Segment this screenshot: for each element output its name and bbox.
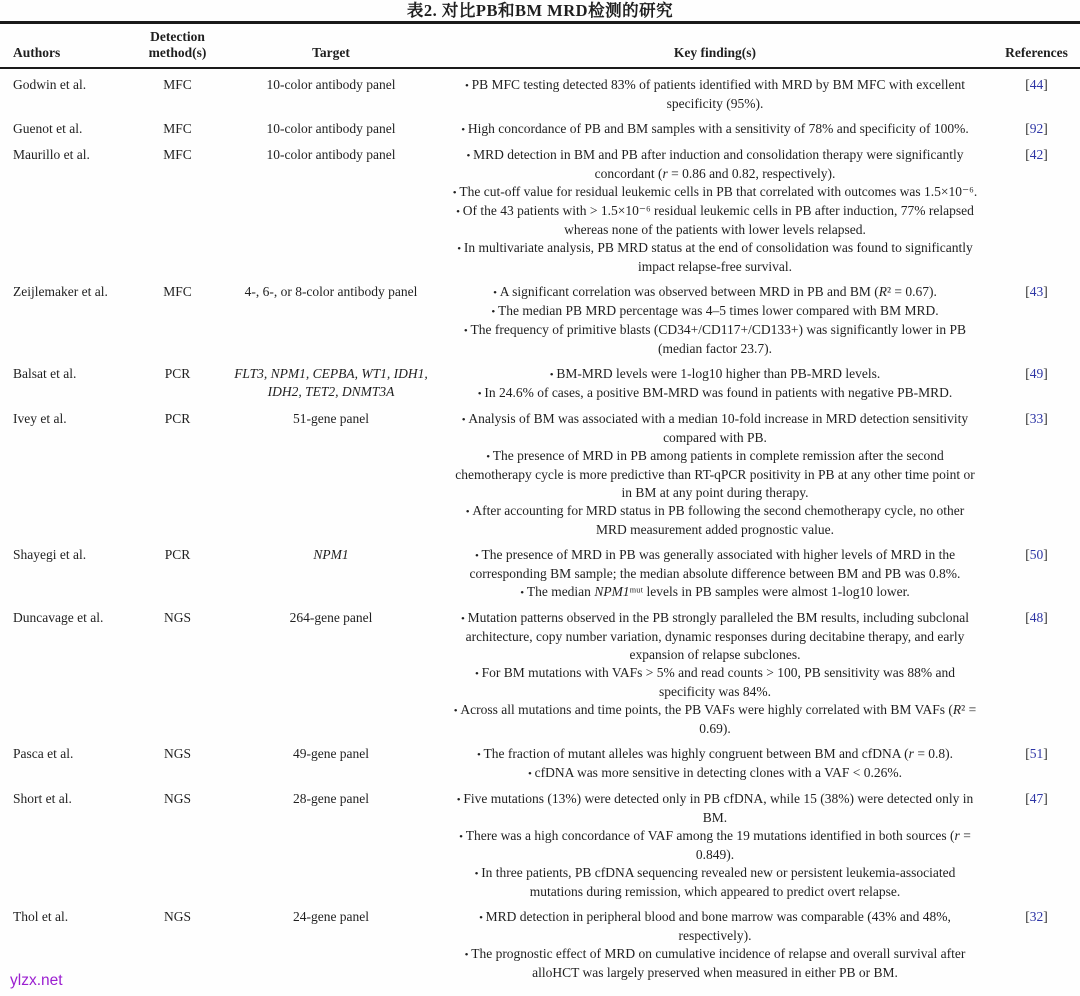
reference-link[interactable]: [32] bbox=[1025, 909, 1048, 924]
reference-number[interactable]: 43 bbox=[1029, 284, 1044, 299]
bullet-icon: • bbox=[461, 414, 469, 426]
reference-link[interactable]: [44] bbox=[1025, 77, 1048, 92]
bullet-icon: • bbox=[520, 587, 527, 599]
finding-item: • PB MFC testing detected 83% of patients identified with MRD by BM MFC with excellent specificity (95%). bbox=[464, 77, 966, 111]
bullet-icon: • bbox=[474, 868, 482, 880]
table-row bbox=[0, 143, 1080, 280]
bullet-icon: • bbox=[477, 388, 485, 400]
finding-item: • The cut-off value for residual leukemic cells in PB that correlated with outcomes was 1.5×10⁻⁶. bbox=[452, 184, 978, 199]
finding-item: • BM-MRD levels were 1-log10 higher than PB-MRD levels. bbox=[549, 366, 881, 381]
finding-item: • For BM mutations with VAFs > 5% and read counts > 100, PB sensitivity was 88% and specificity was 84%. bbox=[475, 665, 955, 699]
table-body bbox=[0, 69, 1080, 986]
row-target: 10-color antibody panel bbox=[266, 77, 396, 92]
finding-item: • A significant correlation was observed between MRD in PB and BM (R² = 0.67). bbox=[493, 284, 937, 299]
row-key-findings bbox=[437, 146, 993, 276]
row-target: 4-, 6-, or 8-color antibody panel bbox=[244, 284, 418, 299]
bullet-icon: • bbox=[475, 668, 482, 680]
reference-number[interactable]: 47 bbox=[1029, 791, 1044, 806]
finding-item: • The prognostic effect of MRD on cumulative incidence of relapse and overall survival after alloHCT was largely preserved when measured in either PB or BM. bbox=[464, 946, 966, 980]
table-title: 表2. 对比PB和BM MRD检测的研究 bbox=[406, 1, 674, 20]
row-detection-method: PCR bbox=[164, 547, 191, 562]
finding-item: • Mutation patterns observed in the PB strongly paralleled the BM results, including subclonal architecture, copy number variation, dynamic responses during decitabine therapy, and early expansion of relapse subclones. bbox=[461, 610, 969, 662]
bullet-icon: • bbox=[493, 287, 500, 299]
bullet-icon: • bbox=[463, 325, 471, 337]
bullet-icon: • bbox=[452, 187, 460, 199]
finding-item: • In three patients, PB cfDNA sequencing revealed new or persistent leukemia-associated mutations during remission, which appeared to predict overt relapse. bbox=[474, 865, 956, 899]
finding-item: • MRD detection in peripheral blood and bone marrow was comparable (43% and 48%, respectively). bbox=[479, 909, 951, 943]
row-detection-method: MFC bbox=[163, 147, 192, 162]
finding-item: • High concordance of PB and BM samples with a sensitivity of 78% and specificity of 100%. bbox=[461, 121, 969, 136]
reference-number[interactable]: 48 bbox=[1029, 610, 1044, 625]
bullet-icon: • bbox=[466, 150, 474, 162]
bullet-icon: • bbox=[465, 506, 473, 518]
row-authors: Shayegi et al. bbox=[13, 547, 87, 562]
row-authors: Balsat et al. bbox=[13, 366, 77, 381]
bullet-icon: • bbox=[453, 705, 461, 717]
row-key-findings bbox=[437, 120, 993, 139]
row-target: NPM1 bbox=[313, 547, 349, 562]
row-target: 51-gene panel bbox=[292, 411, 370, 426]
table-row bbox=[0, 787, 1080, 905]
bullet-icon: • bbox=[456, 794, 464, 806]
col-header-target: Target bbox=[312, 45, 350, 60]
finding-item: • Analysis of BM was associated with a median 10-fold increase in MRD detection sensitivity compared with PB. bbox=[461, 411, 969, 445]
table-row bbox=[0, 543, 1080, 606]
row-authors: Zeijlemaker et al. bbox=[13, 284, 108, 299]
bullet-icon: • bbox=[491, 306, 499, 318]
reference-link[interactable]: [48] bbox=[1025, 610, 1048, 625]
reference-number[interactable]: 50 bbox=[1029, 547, 1044, 562]
row-authors: Ivey et al. bbox=[13, 411, 67, 426]
row-authors: Maurillo et al. bbox=[13, 147, 90, 162]
reference-link[interactable]: [43] bbox=[1025, 284, 1048, 299]
row-detection-method: PCR bbox=[164, 366, 191, 381]
row-detection-method: MFC bbox=[163, 121, 192, 136]
table-row bbox=[0, 606, 1080, 742]
row-authors: Pasca et al. bbox=[13, 746, 74, 761]
row-target: 10-color antibody panel bbox=[266, 147, 396, 162]
finding-item: • The median PB MRD percentage was 4–5 times lower compared with BM MRD. bbox=[491, 303, 939, 318]
row-authors: Duncavage et al. bbox=[13, 610, 104, 625]
bullet-icon: • bbox=[527, 768, 535, 780]
watermark: ylzx.net bbox=[10, 972, 63, 989]
bullet-icon: • bbox=[461, 124, 468, 136]
bullet-icon: • bbox=[464, 80, 472, 92]
table-row bbox=[0, 362, 1080, 407]
finding-item: • MRD detection in BM and PB after induction and consolidation therapy were significantly concordant (r = 0.86 and 0.82, respectively). bbox=[466, 147, 964, 181]
row-key-findings bbox=[437, 546, 993, 602]
row-target: 264-gene panel bbox=[289, 610, 373, 625]
finding-item: • In multivariate analysis, PB MRD status at the end of consolidation was found to significantly impact relapse-free survival. bbox=[457, 240, 973, 274]
row-target: 24-gene panel bbox=[292, 909, 370, 924]
finding-item: • The median NPM1ᵐᵘᵗ levels in PB samples were almost 1-log10 lower. bbox=[520, 584, 910, 599]
finding-item: • In 24.6% of cases, a positive BM-MRD was found in patients with negative PB-MRD. bbox=[477, 385, 953, 400]
reference-link[interactable]: [49] bbox=[1025, 366, 1048, 381]
table-row bbox=[0, 905, 1080, 986]
finding-item: • Across all mutations and time points, the PB VAFs were highly correlated with BM VAFs (R² = 0.69). bbox=[453, 702, 977, 736]
row-authors: Short et al. bbox=[13, 791, 72, 806]
finding-item: • There was a high concordance of VAF among the 19 mutations identified in both sources (r = 0.849). bbox=[459, 828, 971, 862]
row-authors: Thol et al. bbox=[13, 909, 69, 924]
bullet-icon: • bbox=[464, 949, 472, 961]
row-detection-method: NGS bbox=[163, 746, 191, 761]
finding-item: • Five mutations (13%) were detected only in PB cfDNA, while 15 (38%) were detected only in BM. bbox=[456, 791, 974, 825]
reference-number[interactable]: 44 bbox=[1029, 77, 1044, 92]
row-key-findings bbox=[437, 908, 993, 982]
row-key-findings bbox=[437, 283, 993, 358]
row-key-findings bbox=[437, 790, 993, 901]
reference-number[interactable]: 49 bbox=[1029, 366, 1044, 381]
row-detection-method: NGS bbox=[163, 791, 191, 806]
table-row bbox=[0, 280, 1080, 362]
reference-number[interactable]: 33 bbox=[1029, 411, 1044, 426]
bullet-icon: • bbox=[459, 831, 466, 843]
finding-item: • The fraction of mutant alleles was highly congruent between BM and cfDNA (r = 0.8). bbox=[476, 746, 954, 761]
table-row bbox=[0, 742, 1080, 787]
finding-item: • The frequency of primitive blasts (CD34+/CD117+/CD133+) was significantly lower in PB (median factor 23.7). bbox=[463, 322, 967, 356]
row-target: 49-gene panel bbox=[292, 746, 370, 761]
bullet-icon: • bbox=[461, 613, 468, 625]
row-key-findings bbox=[437, 365, 993, 403]
row-target: 10-color antibody panel bbox=[266, 121, 396, 136]
row-target: 28-gene panel bbox=[292, 791, 370, 806]
table-row bbox=[0, 117, 1080, 143]
reference-number[interactable]: 42 bbox=[1029, 147, 1044, 162]
reference-link[interactable]: [33] bbox=[1025, 411, 1048, 426]
bullet-icon: • bbox=[486, 451, 493, 463]
bullet-icon: • bbox=[474, 550, 482, 562]
reference-link[interactable]: [42] bbox=[1025, 147, 1048, 162]
finding-item: • Of the 43 patients with > 1.5×10⁻⁶ residual leukemic cells in PB after induction, 77% relapsed whereas none of the patients with lower levels relapsed. bbox=[456, 203, 974, 237]
reference-number[interactable]: 92 bbox=[1029, 121, 1044, 136]
row-detection-method: PCR bbox=[164, 411, 191, 426]
finding-item: • cfDNA was more sensitive in detecting clones with a VAF < 0.26%. bbox=[527, 765, 903, 780]
finding-item: • The presence of MRD in PB among patients in complete remission after the second chemotherapy cycle is more predictive than RT-qPCR positivity in PB at any other time point or in BM at any point during therapy. bbox=[455, 448, 975, 500]
bullet-icon: • bbox=[549, 369, 557, 381]
bullet-icon: • bbox=[456, 206, 463, 218]
finding-item: • After accounting for MRD status in PB following the second chemotherapy cycle, no other MRD measurement added prognostic value. bbox=[465, 503, 965, 537]
row-detection-method: MFC bbox=[163, 77, 192, 92]
row-detection-method: MFC bbox=[163, 284, 192, 299]
finding-item: • The presence of MRD in PB was generally associated with higher levels of MRD in the corresponding BM sample; the median absolute difference between BM and PB was 0.8%. bbox=[469, 547, 961, 581]
bullet-icon: • bbox=[457, 243, 464, 255]
row-key-findings bbox=[437, 410, 993, 539]
reference-link[interactable]: [92] bbox=[1025, 121, 1048, 136]
row-key-findings bbox=[437, 745, 993, 783]
col-header-references: References bbox=[1005, 45, 1068, 60]
row-detection-method: NGS bbox=[163, 610, 191, 625]
row-key-findings bbox=[437, 76, 993, 113]
row-detection-method: NGS bbox=[163, 909, 191, 924]
reference-number[interactable]: 51 bbox=[1029, 746, 1044, 761]
table-row bbox=[0, 73, 1080, 117]
bullet-icon: • bbox=[476, 749, 484, 761]
col-header-authors: Authors bbox=[13, 45, 61, 60]
bullet-icon: • bbox=[479, 912, 486, 924]
col-header-findings: Key finding(s) bbox=[673, 45, 757, 60]
reference-number[interactable]: 32 bbox=[1029, 909, 1044, 924]
row-target: FLT3, NPM1, CEPBA, WT1, IDH1, IDH2, TET2, DNMT3A bbox=[234, 366, 428, 399]
col-header-method: Detection method(s) bbox=[148, 29, 207, 60]
reference-link[interactable]: [50] bbox=[1025, 547, 1048, 562]
row-key-findings bbox=[437, 609, 993, 738]
row-authors: Godwin et al. bbox=[13, 77, 87, 92]
reference-link[interactable]: [47] bbox=[1025, 791, 1048, 806]
table-header-row bbox=[0, 24, 1080, 67]
reference-link[interactable]: [51] bbox=[1025, 746, 1048, 761]
table-row bbox=[0, 407, 1080, 543]
row-authors: Guenot et al. bbox=[13, 121, 83, 136]
